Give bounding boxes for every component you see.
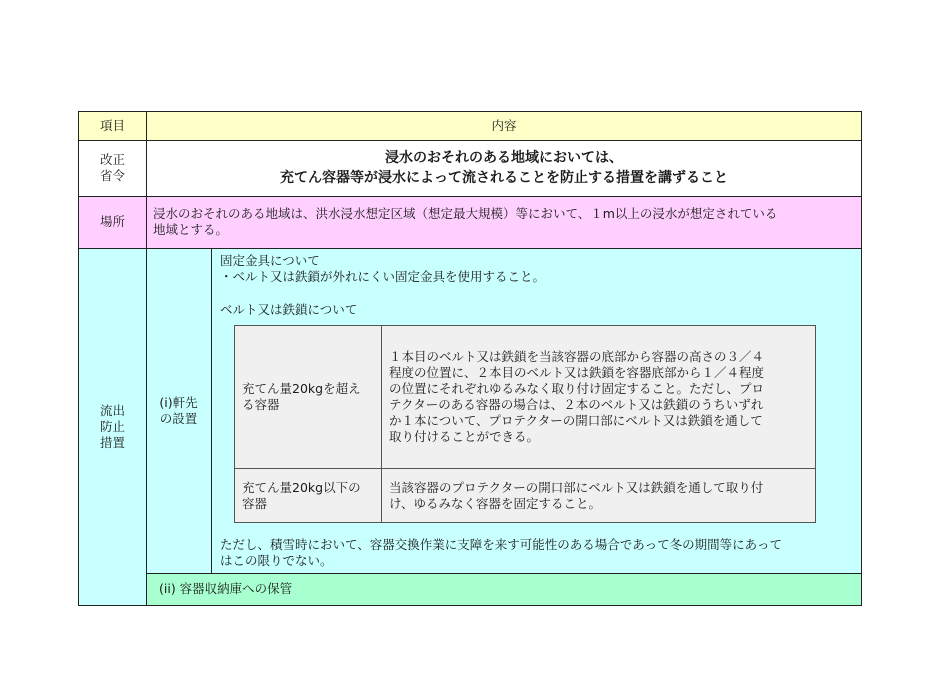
header-content-cell (146, 112, 862, 140)
inner-condition-line: る容器 (242, 397, 280, 412)
grid-line (211, 248, 212, 573)
inner-grid-line (234, 468, 816, 469)
grid-line (146, 573, 862, 574)
inner-rule-line: 程度の位置に、２本目のベルト又は鉄鎖を容器底部から１／４程度 (389, 365, 765, 380)
inner-grid-line (234, 325, 816, 326)
inner-condition-cell (235, 325, 381, 469)
sub2-cell (146, 573, 862, 605)
grid-line (79, 196, 862, 197)
inner-condition-cell (235, 469, 381, 522)
inner-grid-line (381, 325, 382, 523)
inner-rule-line: １本目のベルト又は鉄鎖を当該容器の底部から容器の高さの３／４ (389, 349, 765, 364)
exception-line: はこの限りでない。 (220, 553, 333, 568)
inner-rule-line: テクターのある容器の場合は、２本のベルト又は鉄鎖のうちいずれ (389, 397, 764, 412)
measures-label-line: 防止 (99, 418, 125, 434)
inner-rule-cell (381, 325, 816, 469)
grid-line (79, 248, 862, 249)
inner-rule-cell (381, 469, 816, 522)
fixing-heading: 固定金具について (220, 253, 320, 268)
exception-line: ただし、積雪時において、容器交換作業に支障を来す可能性のある場合であって冬の期間等にあって (220, 537, 783, 552)
grid-line (861, 111, 862, 606)
grid-line (79, 111, 862, 112)
fixing-item: ・ベルト又は鉄鎖が外れにくい固定金具を使用すること。 (220, 269, 546, 284)
inner-grid-line (234, 325, 235, 523)
inner-condition-line: 充てん量20kg以下の (242, 479, 361, 495)
grid-line (79, 605, 862, 606)
inner-rule-line: 当該容器のプロテクターの開口部にベルト又は鉄鎖を通して取り付 (389, 479, 764, 495)
inner-grid-line (815, 325, 816, 523)
grid-line (79, 140, 862, 141)
grid-line (146, 111, 147, 606)
grid-line (78, 111, 79, 606)
inner-rule-line: 取り付けることができる。 (389, 429, 540, 444)
place-text-cell (146, 196, 862, 248)
revision-title-line: 浸水のおそれのある地域においては、 (385, 150, 623, 166)
header-item-cell (79, 112, 146, 140)
sub2-label: (ii) 容器収納庫への保管 (159, 581, 293, 596)
inner-grid-line (234, 522, 816, 523)
measures-label-line: 流出 (99, 402, 125, 418)
revision-label-line: 改正 (99, 152, 125, 167)
sub1-label-line: (i)軒先 (159, 394, 198, 410)
sub1-label-line: の設置 (159, 410, 198, 426)
belt-heading: ベルト又は鉄鎖について (220, 302, 358, 317)
inner-condition-line: 充てん量20kgを超え (242, 381, 361, 396)
sub1-label-cell (146, 248, 211, 573)
revision-title-cell (146, 140, 862, 196)
header-content-label: 内容 (491, 118, 517, 133)
inner-rule-line: け、ゆるみなく容器を固定すること。 (389, 495, 602, 511)
revision-label-line: 省令 (99, 168, 125, 183)
place-label-cell (79, 196, 146, 248)
revision-label-cell (79, 140, 146, 196)
inner-condition-line: 容器 (242, 495, 268, 511)
inner-rule-line: の位置にそれぞれゆるみなく取り付け固定すること。ただし、プロ (389, 381, 765, 396)
place-text-line: 浸水のおそれのある地域は、洪水浸水想定区域（想定最大規模）等において、１m以上の浸水が想定されている (153, 206, 778, 221)
measures-label-line: 措置 (99, 434, 125, 450)
inner-rule-line: か１本について、プロテクターの開口部にベルト又は鉄鎖を通して (389, 413, 763, 428)
revision-title-line: 充てん容器等が浸水によって流されることを防止する措置を講ずること (280, 170, 728, 186)
measures-label-cell (79, 248, 146, 605)
header-item-label: 項目 (99, 118, 125, 133)
place-label: 場所 (99, 214, 125, 229)
place-text-line: 地域とする。 (153, 222, 229, 237)
